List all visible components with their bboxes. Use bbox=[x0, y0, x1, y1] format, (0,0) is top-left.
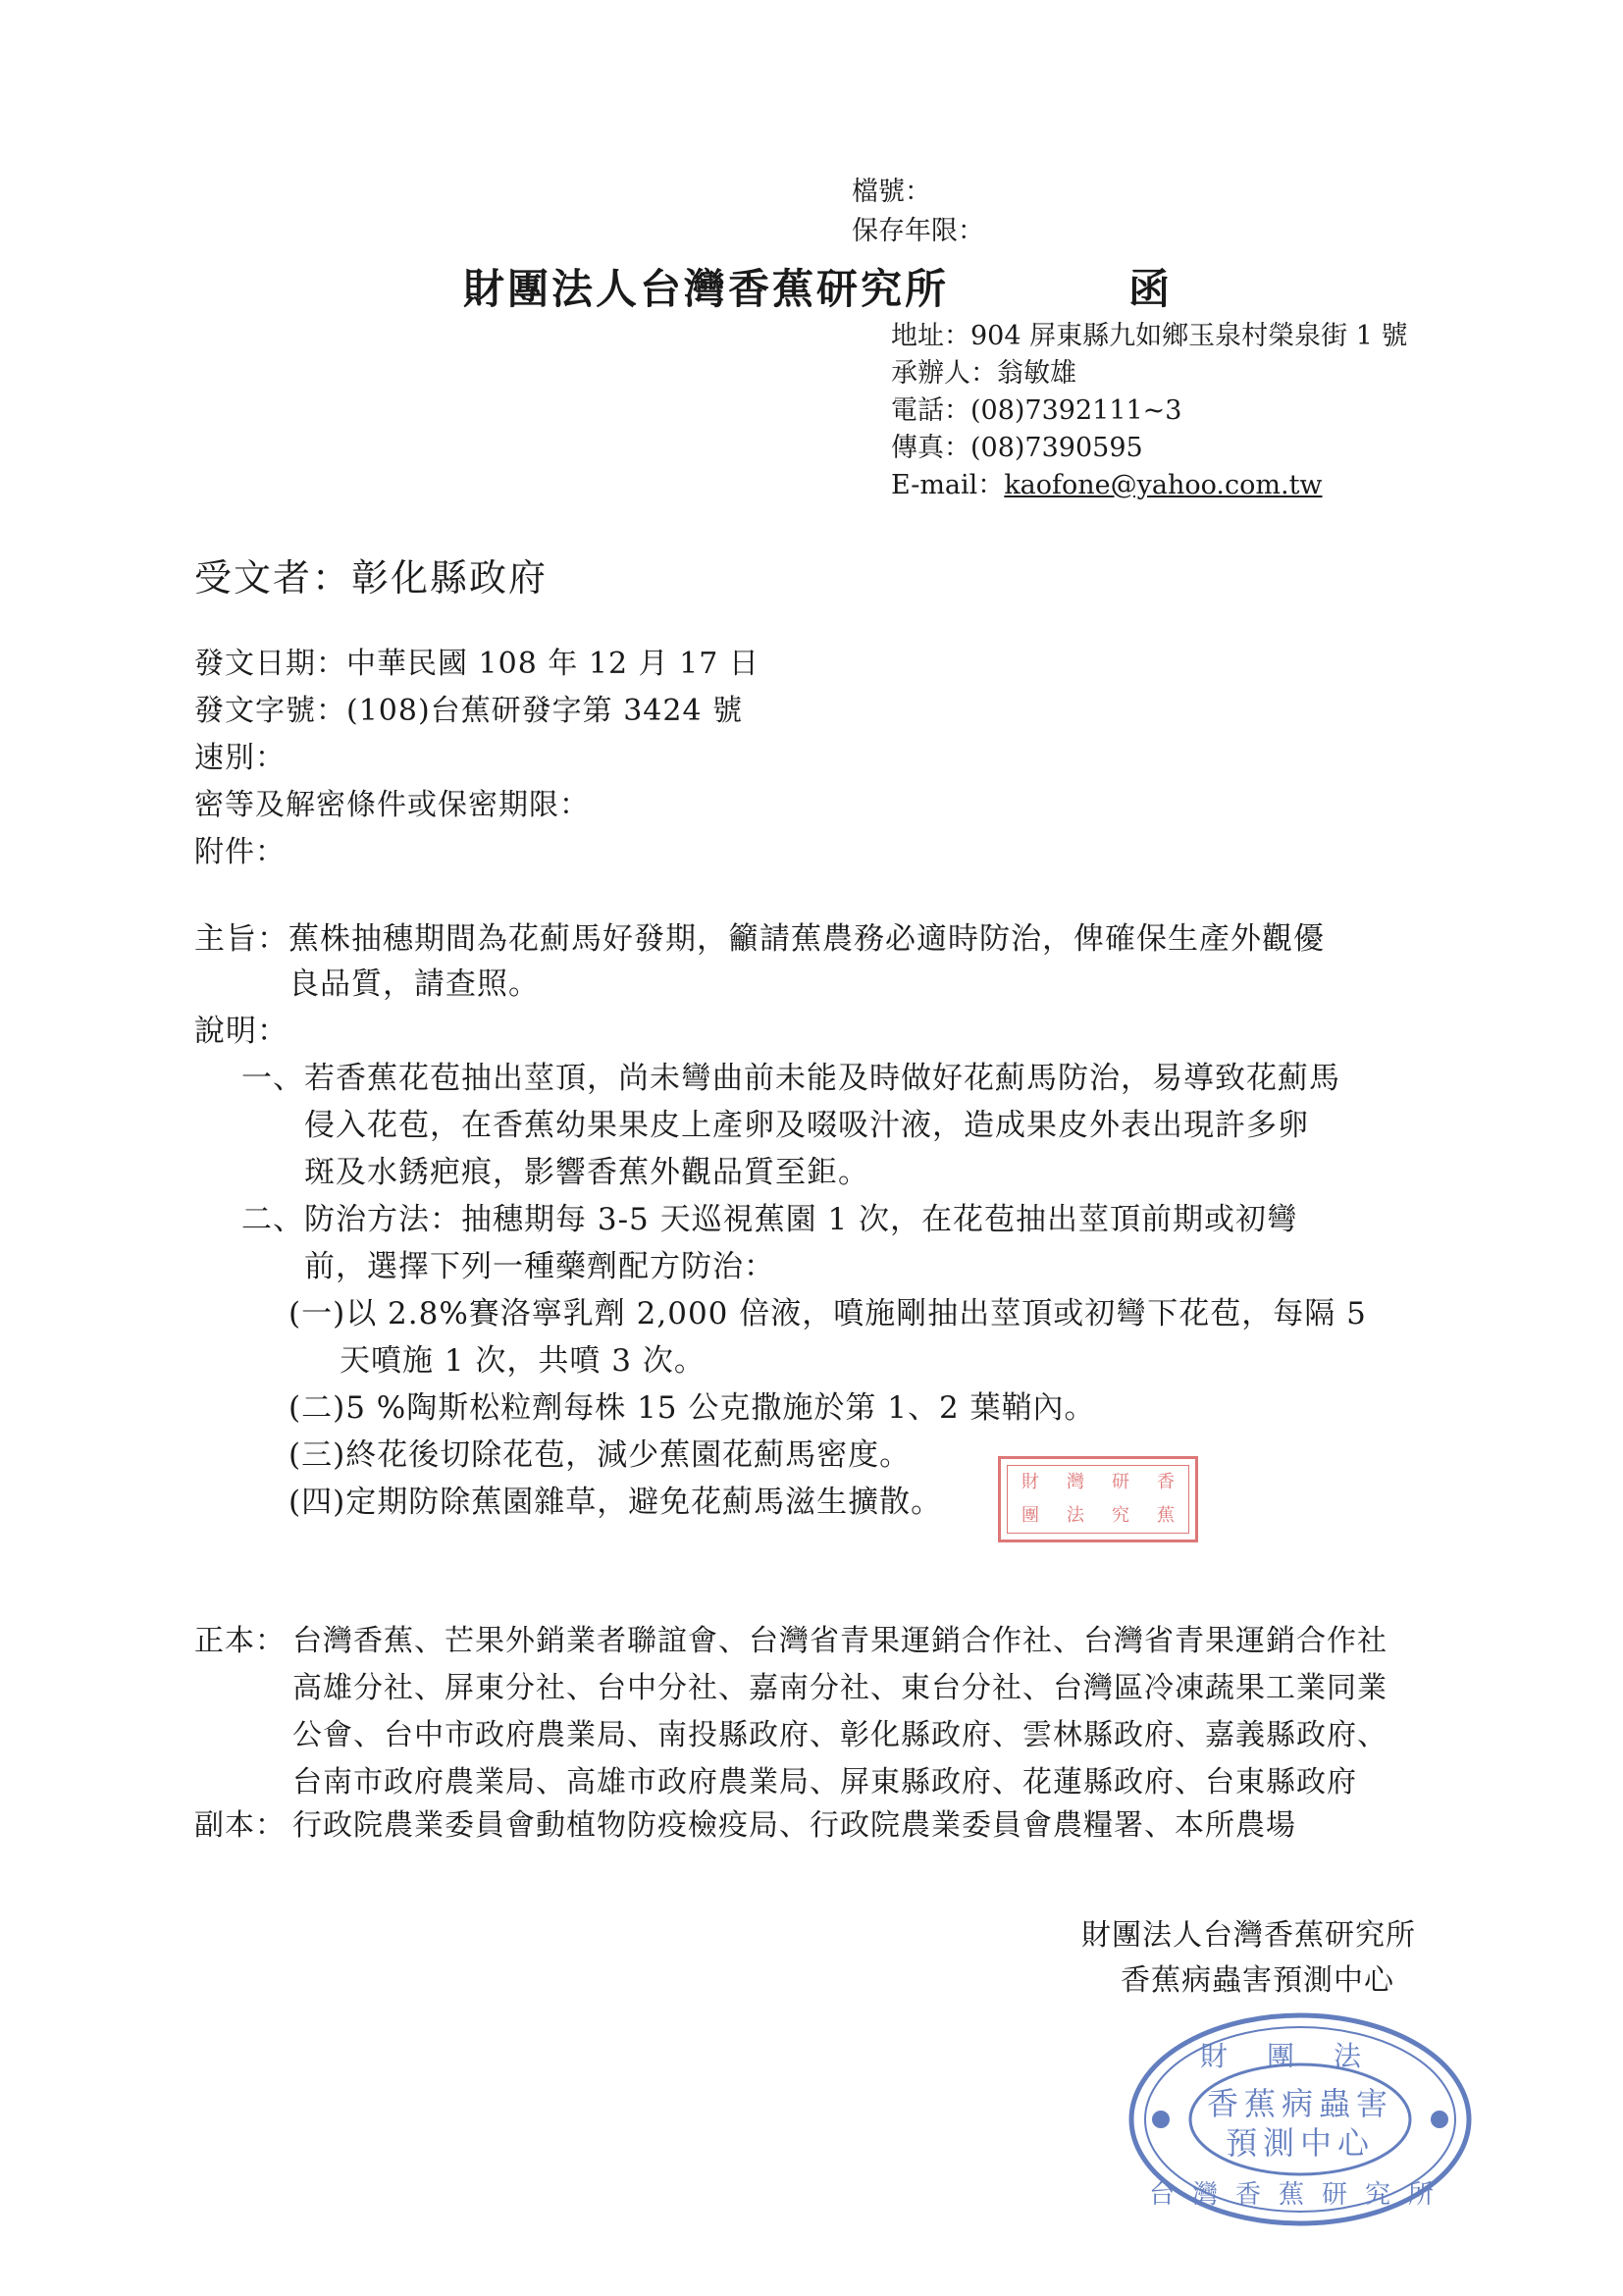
contact-email-row bbox=[891, 467, 1323, 504]
file-number-label: 檔號： bbox=[852, 177, 931, 207]
explanation-item: 斑及水銹疤痕，影響香蕉外觀品質至鉅。 bbox=[304, 1155, 869, 1190]
seal-char: 香 bbox=[1157, 1472, 1175, 1492]
document-type: 函 bbox=[1128, 265, 1174, 313]
security-level: 密等及解密條件或保密期限： bbox=[194, 788, 590, 822]
svg-text:香蕉病蟲害: 香蕉病蟲害 bbox=[1206, 2085, 1394, 2122]
svg-text:財團法: 財團法 bbox=[1199, 2040, 1401, 2072]
explanation-item: 侵入花苞，在香蕉幼果果皮上產卵及啜吸汁液，造成果皮外表出現許多卵 bbox=[304, 1108, 1309, 1143]
copy-recipients-line: 行政院農業委員會動植物防疫檢疫局、行政院農業委員會農糧署、本所農場 bbox=[292, 1808, 1296, 1843]
main-recipients-line: 高雄分社、屏東分社、台中分社、嘉南分社、東台分社、台灣區冷凍蔬果工業同業 bbox=[292, 1671, 1387, 1705]
method-subitem: (一)以 2.8%賽洛寧乳劑 2,000 倍液，噴施剛抽出莖頂或初彎下花苞，每隔 5 bbox=[288, 1296, 1367, 1331]
retention-period-label: 保存年限： bbox=[852, 216, 984, 246]
main-recipients-line: 公會、台中市政府農業局、南投縣政府、彰化縣政府、雲林縣政府、嘉義縣政府、 bbox=[292, 1718, 1387, 1752]
issue-date: 發文日期：中華民國 108 年 12 月 17 日 bbox=[194, 647, 759, 681]
document-number: 發文字號：(108)台蕉研發字第 3424 號 bbox=[194, 694, 744, 728]
blue-seal-stamp bbox=[1124, 2007, 1477, 2232]
method-subitem: (四)定期防除蕉園雜草，避免花薊馬滋生擴散。 bbox=[288, 1485, 943, 1520]
svg-text:台灣香蕉研究所: 台灣香蕉研究所 bbox=[1148, 2180, 1452, 2210]
explanation-item: 一、若香蕉花苞抽出莖頂，尚未彎曲前未能及時做好花薊馬防治，易導致花薊馬 bbox=[241, 1061, 1340, 1096]
subject-line: 良品質，請查照。 bbox=[288, 966, 540, 1002]
contact-phone: 電話：(08)7392111~3 bbox=[891, 395, 1182, 426]
method-subitem: (三)終花後切除花苞，減少蕉園花薊馬密度。 bbox=[288, 1437, 912, 1473]
seal-char: 研 bbox=[1112, 1472, 1129, 1492]
explanation-label: 說明： bbox=[194, 1014, 288, 1049]
signoff-center: 香蕉病蟲害預測中心 bbox=[1121, 1963, 1394, 1998]
copy-recipients-label: 副本： bbox=[194, 1808, 286, 1843]
contact-fax: 傳真：(08)7390595 bbox=[891, 433, 1143, 463]
attachment: 附件： bbox=[194, 835, 286, 869]
method-subitem: 天噴施 1 次，共噴 3 次。 bbox=[340, 1343, 706, 1379]
contact-address: 地址：904 屏東縣九如鄉玉泉村榮泉街 1 號 bbox=[891, 321, 1408, 351]
seal-char: 法 bbox=[1067, 1505, 1084, 1526]
method-subitem: (二)5 %陶斯松粒劑每株 15 公克撒施於第 1、2 葉鞘內。 bbox=[288, 1390, 1096, 1426]
speed-class: 速別： bbox=[194, 741, 286, 775]
explanation-item: 二、防治方法：抽穗期每 3-5 天巡視蕉園 1 次，在花苞抽出莖頂前期或初彎 bbox=[241, 1202, 1299, 1237]
main-recipients-line: 台南市政府農業局、高雄市政府農業局、屏東縣政府、花蓮縣政府、台東縣政府 bbox=[292, 1765, 1357, 1800]
seal-char: 蕉 bbox=[1157, 1505, 1175, 1526]
seal-char: 財 bbox=[1021, 1472, 1039, 1492]
contact-handler: 承辦人：翁敏雄 bbox=[891, 358, 1076, 389]
main-recipients-line: 台灣香蕉、芒果外銷業者聯誼會、台灣省青果運銷合作社、台灣省青果運銷合作社 bbox=[292, 1624, 1387, 1658]
seal-char: 團 bbox=[1021, 1505, 1039, 1526]
main-recipients-label: 正本： bbox=[194, 1624, 286, 1658]
red-seal-stamp bbox=[998, 1456, 1198, 1542]
contact-email-label: E-mail： bbox=[891, 470, 1005, 500]
signoff-organization: 財團法人台灣香蕉研究所 bbox=[1081, 1918, 1416, 1953]
seal-char: 灣 bbox=[1067, 1472, 1084, 1492]
svg-text:預測中心: 預測中心 bbox=[1225, 2124, 1376, 2162]
red-seal-grid bbox=[1007, 1465, 1189, 1534]
subject-line: 蕉株抽穗期間為花薊馬好發期，籲請蕉農務必適時防治，俾確保生產外觀優 bbox=[288, 921, 1325, 957]
recipient: 受文者：彰化縣政府 bbox=[194, 556, 549, 600]
seal-char: 究 bbox=[1112, 1505, 1129, 1526]
organization-title: 財團法人台灣香蕉研究所 bbox=[463, 265, 950, 313]
contact-email-link[interactable]: kaofone@yahoo.com.tw bbox=[1004, 470, 1323, 500]
subject-label: 主旨： bbox=[194, 921, 288, 957]
explanation-item: 前，選擇下列一種藥劑配方防治： bbox=[304, 1249, 775, 1284]
